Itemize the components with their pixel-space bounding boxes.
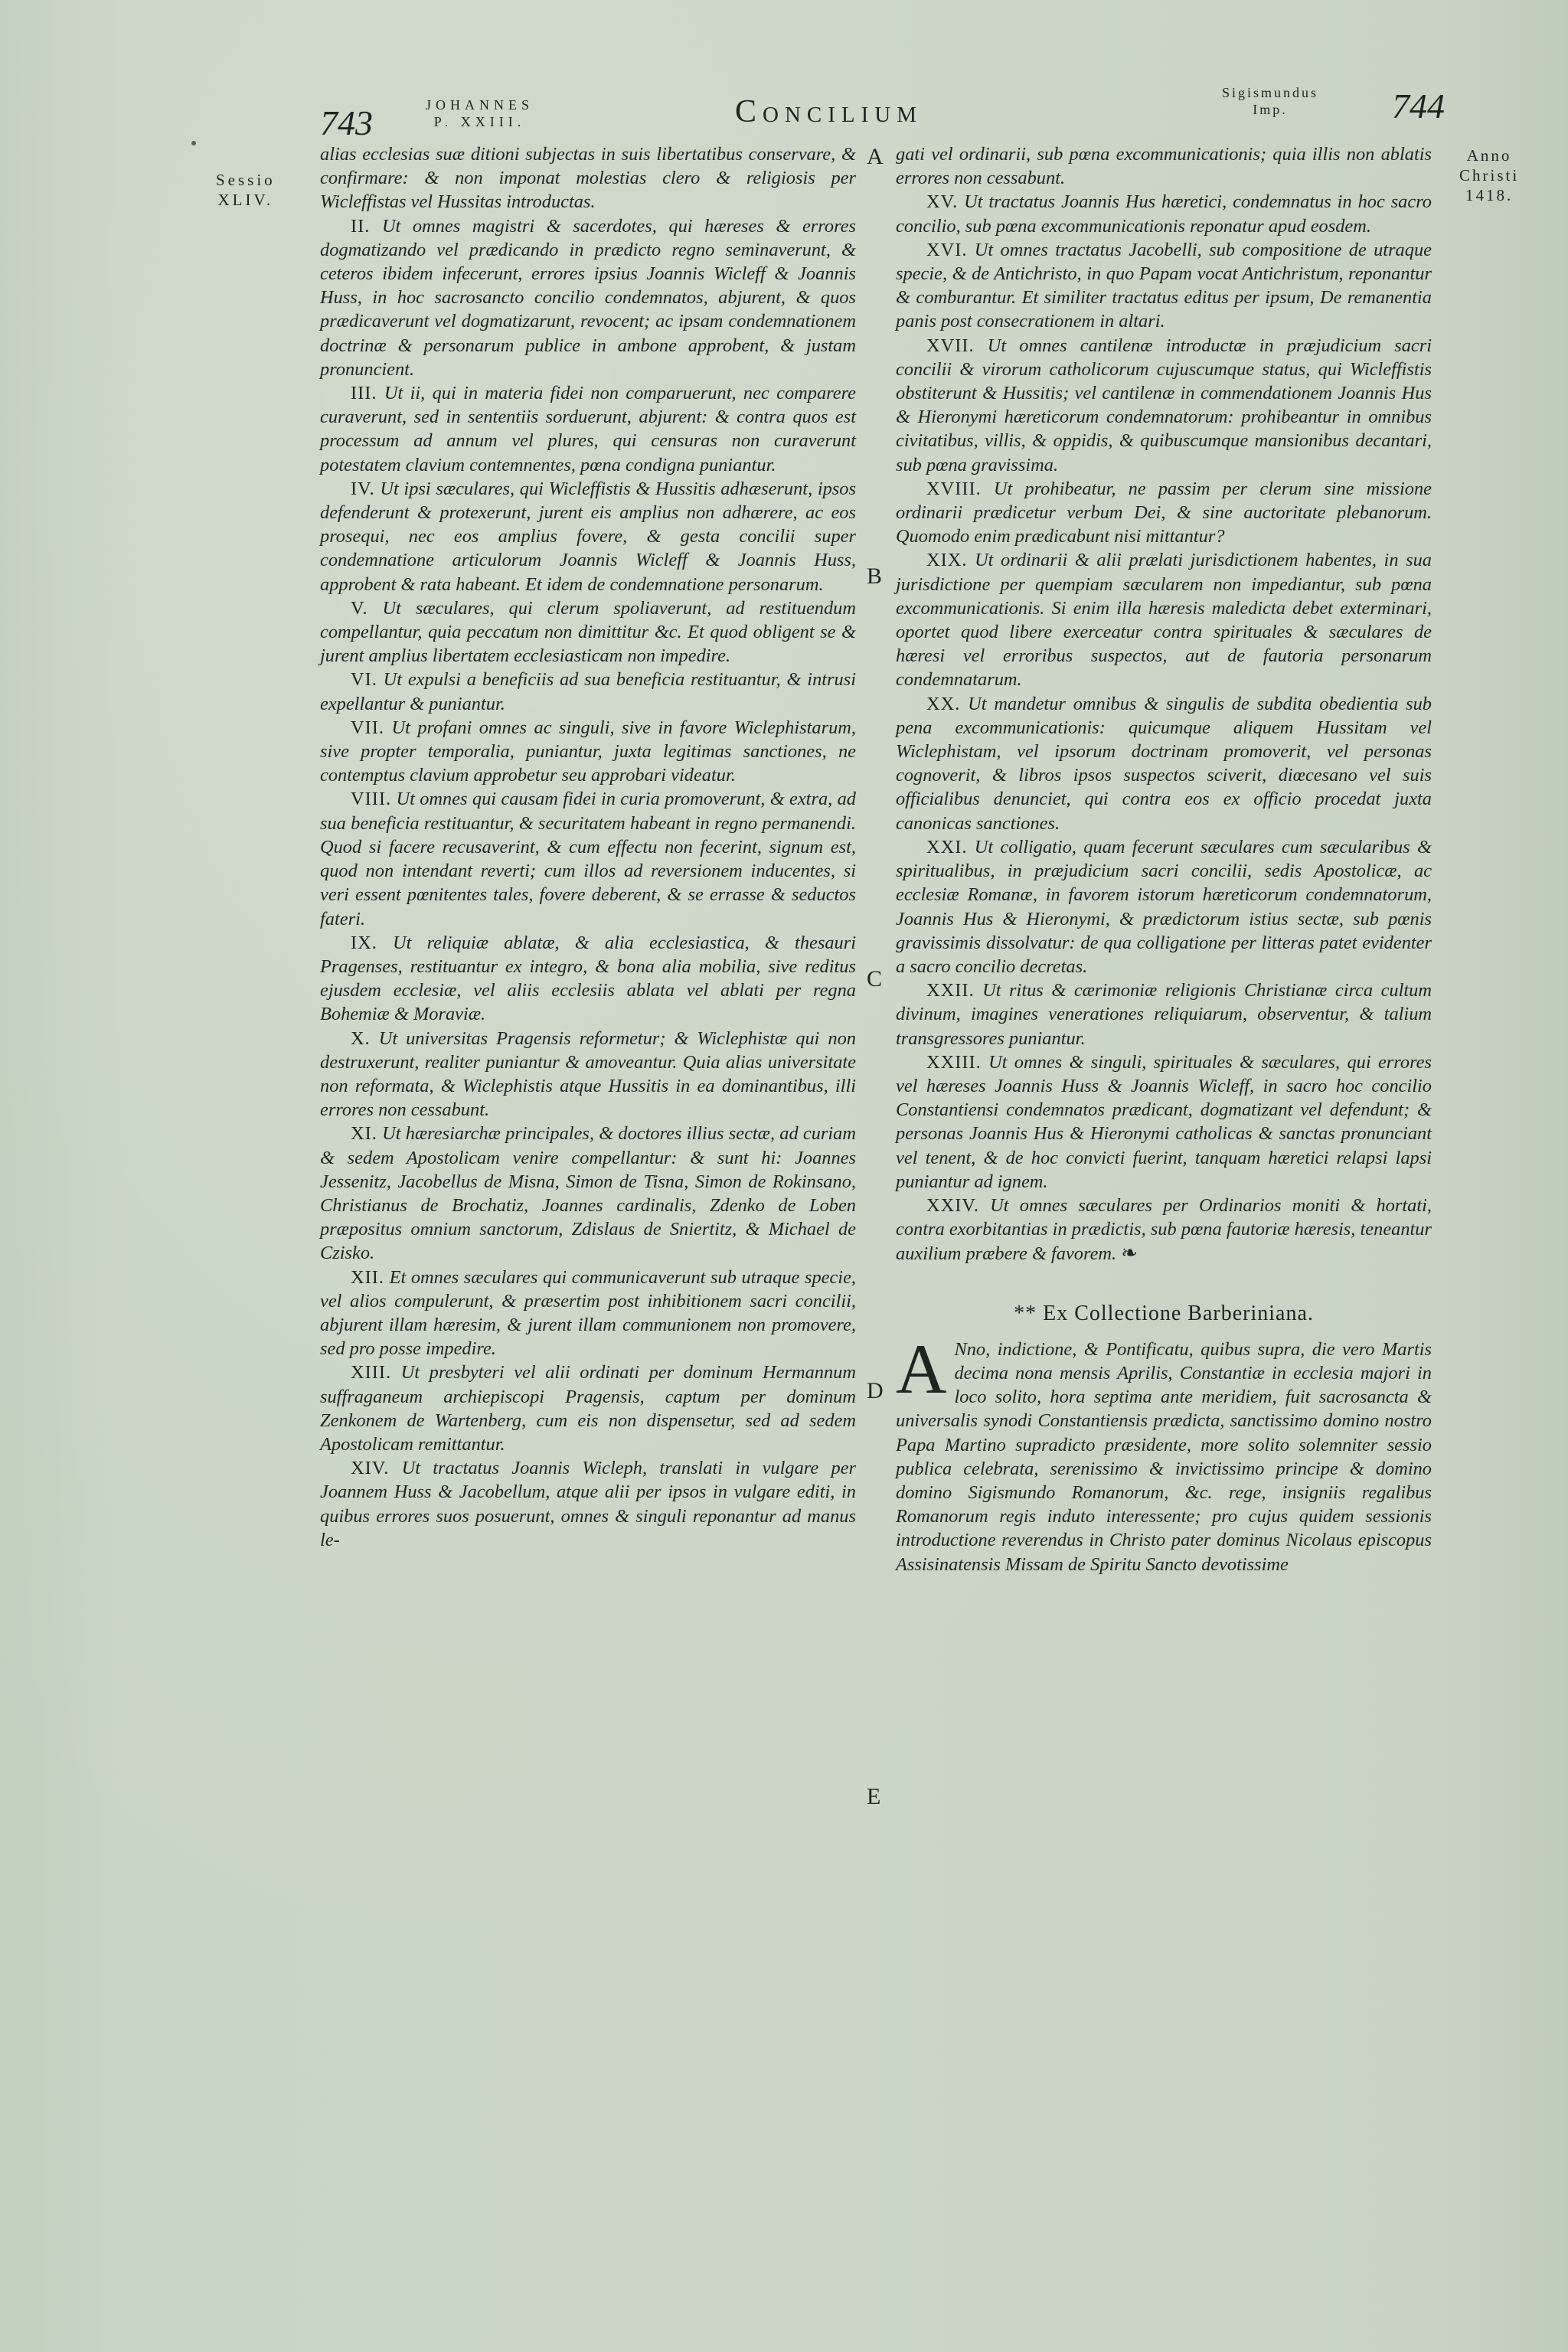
article-text: Ut colligatio, quam fecerunt sæculares cum sæcularibus & spiritualibus, in præjudicium sacri concilii, sedis Apostolicæ, ac ecclesiæ Romanæ, in favorem istorum hæreticorum condemnatorum, Joannis Hus & Hieronymi, & prædictorum istius sectæ, sub pœnis gravissimis dissolvatur: de qua colligatione per litteras patet evidenter a sacro concilio decretas.	[896, 836, 1432, 977]
article-paragraph	[320, 1027, 856, 1122]
article-text: gati vel ordinarii, sub pœna excommunicationis; quia illis non ablatis errores non cessabunt.	[896, 144, 1432, 189]
article-number: XIX.	[926, 550, 968, 571]
article-number: XI.	[351, 1123, 377, 1145]
article-number: XXI.	[926, 836, 968, 858]
article-list-right	[896, 142, 1432, 1266]
section-heading: ** Ex Collectione Barberiniana.	[1014, 1301, 1314, 1325]
running-head-right-line2: Imp.	[1253, 102, 1288, 117]
article-paragraph	[320, 214, 856, 381]
article-paragraph	[320, 1122, 856, 1265]
article-paragraph	[896, 548, 1432, 691]
margin-anno: Anno	[1466, 146, 1512, 165]
section-letter-b: B	[867, 564, 883, 589]
section-letter-d: D	[867, 1378, 884, 1403]
article-text: Ut hæresiarchæ principales, & doctores illius sectæ, ad curiam & sedem Apostolicam venire compellantur: & sunt hi: Joannes Jessenitz, Jacobellus de Misna, Simon de Tisna, Simon de Rokinsano, Christianus de Brochatiz, Joannes cardinalis, Zdenko de Loben præpositus omnium sanctorum, Zdislaus de Sniertitz, & Michael de Czisko.	[320, 1123, 856, 1264]
article-text: Et omnes sæculares qui communicaverunt sub utraque specie, vel alios compulerunt, & præsertim post inhibitionem sacri concilii, abjurent illam hæresim, & jurent illam communionem non promovere, sed pro posse impedire.	[320, 1266, 856, 1360]
article-number: XIV.	[351, 1458, 390, 1479]
article-paragraph	[320, 716, 856, 788]
article-paragraph	[320, 668, 856, 715]
article-paragraph	[896, 334, 1432, 477]
section-paragraph-text: Nno, indictione, & Pontificatu, quibus supra, die vero Martis decima nona mensis Aprilis, Constantiæ in ecclesia majori in loco solito, hora septima ante meridiem, fuit sacrosancta & universalis synodi Constantiensis prædicta, sanctissimo domino nostro Papa Martino supradicto præsidente, more solito solemniter sessio publica celebrata, serenissimo & invictissimo principe & domino domino Sigismundo Romanorum, &c. rege, insigniis regalibus Romanorum regis induto interessente; pro cujus quidem sessionis introductione reverendus in Christo pater dominus Nicolaus episcopus Assisinatensis Missam de Spiritu Sancto devotissime	[896, 1338, 1432, 1575]
article-number: XV.	[926, 191, 959, 213]
margin-note-year	[1459, 145, 1519, 205]
article-number: III.	[351, 383, 377, 404]
article-number: IV.	[351, 478, 375, 499]
fleuron-ornament-icon: ❧	[1121, 1242, 1138, 1265]
article-paragraph	[896, 142, 1432, 190]
article-number: XIII.	[351, 1362, 392, 1383]
article-number: IX.	[351, 932, 377, 953]
article-number: XXIV.	[926, 1194, 979, 1216]
article-paragraph	[320, 477, 856, 596]
running-head-left	[426, 96, 534, 130]
article-number: XVIII.	[926, 478, 982, 499]
article-text: Ut tractatus Joannis Hus hæretici, condemnatus in hoc sacro concilio, sub pœna excommunicationis reponatur apud eosdem.	[896, 191, 1432, 237]
article-text: Ut sæculares, qui clerum spoliaverunt, ad restituendum compellantur, quia peccatum non dimittitur &c. Et quod obligent se & jurent amplius libertatem ecclesiasticam non impedire.	[320, 597, 856, 667]
text-column-left	[320, 142, 856, 1552]
article-number: XX.	[926, 693, 961, 714]
article-text: Ut universitas Pragensis reformetur; & Wiclephistæ qui non destruxerunt, realiter puniantur & amoveantur. Quia alias universitate non reformata, & Wiclephistis atque Hussitis in ea dominantibus, illi errores non cessabunt.	[320, 1027, 856, 1121]
section-paragraph	[896, 1329, 1432, 1576]
section-letter-a: A	[867, 144, 884, 169]
article-paragraph	[896, 835, 1432, 978]
article-text: Ut presbyteri vel alii ordinati per dominum Hermannum suffraganeum archiepiscopi Pragensis, captum per dominum Zenkonem de Wartenberg, cum eis non dispensetur, sed ad sedem Apostolicam remittantur.	[320, 1362, 856, 1455]
article-text: Ut omnes sæculares per Ordinarios moniti & hortati, contra exorbitantias in prædictis, sub pœna fautoriæ hæresis, teneantur auxilium præbere & favorem.	[896, 1194, 1432, 1265]
article-paragraph	[320, 381, 856, 477]
article-paragraph	[896, 692, 1432, 835]
article-paragraph	[896, 1050, 1432, 1194]
article-number: VI.	[351, 669, 377, 691]
page-number-left: 743	[320, 103, 373, 142]
article-number: VII.	[351, 717, 384, 738]
drop-cap: A	[896, 1329, 947, 1408]
article-text: Ut expulsi a beneficiis ad sua beneficia restituantur, & intrusi expellantur & puniantur.	[320, 669, 856, 714]
article-text: Ut omnes qui causam fidei in curia promoverunt, & extra, ad sua beneficia restituantur, & securitatem habeant in regno permanendi. Quod si facere recusaverint, & cum effectu non fecerint, signum est, quod non intendant reverti; cum illos ad reversionem inducentes, si veri essent pœnitentes tales, fovere deberent, & se errasse & seductos fateri.	[320, 789, 856, 929]
article-text: Ut ipsi sæculares, qui Wicleffistis & Hussitis adhæserunt, ipsos defenderunt & protexerunt, jurent eis amplius non adhærere, ac eos prosequi, nec eos amplius fovere, & gesta concilii super condemnatione articulorum Joannis Wicleff & Joannis Huss, approbent & rata habeant. Et idem de condemnatione personarum.	[320, 478, 856, 595]
article-paragraph	[320, 596, 856, 668]
margin-year: 1418.	[1465, 186, 1514, 204]
page-number-right: 744	[1392, 87, 1445, 126]
ink-speck	[191, 141, 196, 145]
article-paragraph	[896, 477, 1432, 549]
article-text: Ut omnes tractatus Jacobelli, sub compositione de utraque specie, & de Antichristo, in quo Papam vocat Antichristum, reponantur & comburantur. Et similiter tractatus editus per ipsum, De remanentia panis post consecrationem in altari.	[896, 239, 1432, 332]
page-header	[0, 84, 1568, 142]
article-paragraph	[896, 190, 1432, 237]
article-text: Ut tractatus Joannis Wicleph, translati in vulgare per Joannem Huss & Jacobellum, atque alii per ipsos in vulgare editi, in quibus errores suos posuerunt, omnes & singuli reponantur ad manus le-	[320, 1458, 856, 1550]
article-number: X.	[351, 1027, 371, 1049]
text-column-right	[896, 142, 1432, 1576]
article-number: XII.	[351, 1266, 384, 1288]
article-number: XXIII.	[926, 1051, 982, 1073]
section-letter-e: E	[867, 1784, 881, 1809]
margin-note-session	[216, 170, 276, 210]
article-number: XVI.	[926, 239, 968, 260]
article-paragraph	[320, 142, 856, 214]
article-number: VIII.	[351, 789, 392, 810]
running-head-left-line2: P. XXIII.	[433, 114, 526, 129]
article-text: Ut omnes cantilenæ introductæ in præjudicium sacri concilii & virorum catholicorum cujuscumque status, qui Wicleffistis obstiterunt & Hussitis; vel cantilenæ in commendationem Joannis Hus & Hieronymi hæreticorum condemnatorum: prohibeantur in omnibus civitatibus, villis, & oppidis, & quibuscumque mansionibus decantari, sub pœna gravissima.	[896, 335, 1432, 475]
article-text: Ut prohibeatur, ne passim per clerum sine missione ordinarii prædicetur verbum Dei, & sine auctoritate plebanorum. Quomodo enim prædicabunt nisi mittantur?	[896, 478, 1432, 547]
article-paragraph	[320, 1456, 856, 1552]
running-head-right-line1: Sigismundus	[1222, 85, 1319, 100]
article-number: XXII.	[926, 980, 975, 1001]
article-paragraph	[320, 787, 856, 930]
article-text: Ut ii, qui in materia fidei non comparuerunt, nec comparere curaverunt, sed in sententiis sorduerunt, abjurent: & contra quos est processum ad annum vel plures, qui censuras non curaverunt potestatem clavium contemnentes, pœna condigna puniantur.	[320, 383, 856, 475]
article-number: V.	[351, 597, 368, 619]
article-text: Ut ritus & cærimoniæ religionis Christianæ circa cultum divinum, imagines venerationes reliquiarum, observentur, & talium transgressores puniantur.	[896, 980, 1432, 1049]
article-number: XVII.	[926, 335, 975, 356]
article-number: II.	[351, 215, 371, 237]
margin-session-number: XLIV.	[217, 191, 274, 209]
article-paragraph	[320, 1361, 856, 1456]
article-paragraph	[896, 978, 1432, 1050]
article-text: alias ecclesias suæ ditioni subjectas in suis libertatibus conservare, & confirmare: & non imponat molestias clero & religiosis per Wicleffistas vel Hussitas introductas.	[320, 144, 856, 213]
article-text: Ut mandetur omnibus & singulis de subdita obedientia sub pena excommunicationis: quicumque aliquem Hussitam vel Wiclephistam, vel ipsorum doctrinam promoverit, vel personas cognoverit, & libros ipsos suspectos sciverit, diœcesano vel suis officialibus denunciet, qui contra eos ex officio procedat juxta canonicas sanctiones.	[896, 693, 1432, 834]
running-head-right	[1222, 84, 1318, 118]
article-text: Ut ordinarii & alii prælati jurisdictionem habentes, in sua jurisdictione per quempiam sæcularem non impediantur, sub pœna excommunicationis. Si enim illa hæresis maledicta debet exterminari, oportet quod libere exerceatur contra spirituales & sæculares de hæresi vel erroribus suspectos, aut de fautoria personarum condemnatarum.	[896, 550, 1432, 691]
article-text: Ut omnes magistri & sacerdotes, qui hæreses & errores dogmatizando vel prædicando in prædicto regno seminaverunt, & ceteros ibidem infecerunt, errores ipsius Joannis Wicleff & Joannis Huss, in hoc sacrosancto concilio condemnatos, abjurent, & quos prædicaverunt vel dogmatizarunt, revocent; ac ipsam condemnationem doctrinæ & personarum publice in ambone approbent, & justam pronuncient.	[320, 215, 856, 380]
article-paragraph	[320, 931, 856, 1027]
article-paragraph	[896, 1194, 1432, 1266]
running-head-left-line1: JOHANNES	[426, 97, 534, 113]
margin-christi: Christi	[1459, 166, 1520, 185]
article-text: Ut omnes & singuli, spirituales & sæculares, qui errores vel hæreses Joannis Huss & Joannis Wicleff, in sacro hoc concilio Constantiensi condemnatos prædicant, dogmatizant vel defendunt; & personas Joannis Hus & Hieronymi catholicas & sanctas pronunciant vel tenent, & de hoc convicti fuerint, tanquam hæretici relapsi lapsi puniantur ad ignem.	[896, 1051, 1432, 1192]
article-paragraph	[320, 1266, 856, 1361]
section-letter-c: C	[867, 966, 883, 991]
margin-session-label: Sessio	[216, 171, 276, 189]
article-text: Ut reliquiæ ablatæ, & alia ecclesiastica, & thesauri Pragenses, restituantur ex integro, & bona alia mobilia, sive reditus ejusdem ecclesiæ, vel aliis ecclesiis ablata vel ablati per regna Bohemiæ & Moraviæ.	[320, 932, 856, 1025]
article-paragraph	[896, 238, 1432, 334]
running-title: Concilium	[735, 94, 923, 129]
article-text: Ut profani omnes ac singuli, sive in favore Wiclephistarum, sive propter temporalia, puniantur, juxta legitimas sanctiones, ne contemptus clavium approbetur seu approbari videatur.	[320, 717, 856, 786]
